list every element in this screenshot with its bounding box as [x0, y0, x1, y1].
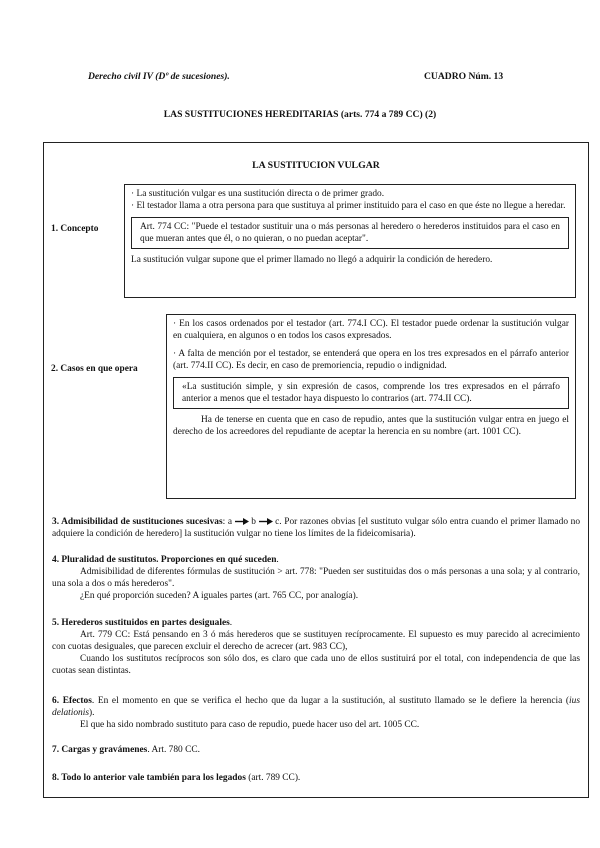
concept-conclusion: La sustitución vulgar supone que el primer llamado no llegó a adquirir la condición de heredero. — [131, 255, 493, 266]
article-774-quote — [131, 217, 569, 249]
frame-title: LA SUSTITUCION VULGAR — [252, 160, 380, 171]
course-title: Derecho civil IV (Dº de sucesiones). — [88, 71, 230, 82]
cases-point-2: · A falta de mención por el testador, se entenderá que opera en los tres expresados en el párrafo anterior (art. 774.II CC). Es decir, en caso de premoriencia, repudio o indignidad. — [173, 349, 569, 372]
section-5: 5. Herederos sustituidos en partes desiguales. Art. 779 CC: Está pensando en 3 ó más herederos que se sustituyen recíprocamente. El supuesto es muy parecido al acrecimiento con cuotas desiguales, que parecen excluir el derecho de acrecer (art. 983 CC), Cuando los sustitutos recíprocos son sólo dos, es claro que cada uno de ellos sustituirá por el total, con independencia de que las cuotas sean distintas. — [52, 618, 580, 677]
concept-point-2: · El testador llama a otra persona para que sustituya al primer instituido para el caso en que éste no llegue a heredar. — [131, 201, 566, 212]
concept-point-1: · La sustitución vulgar es una sustitución directa o de primer grado. — [131, 189, 385, 199]
seq-c: c — [275, 517, 280, 527]
article-774-2-text: «La sustitución simple, y sin expresión de casos, comprende los tres expresados en el párrafo anterior a menos que el testador haya dispuesto lo contrarios (art. 774.II CC). — [182, 382, 560, 405]
section-3-text: . Por razones obvias [el sustituto vulgar sólo entra cuando el primer llamado no adquiere la condición de heredero] la sustitución vulgar no tiene los límites de la fideicomisaria). — [52, 517, 581, 540]
section-5-text-2: Cuando los sustitutos recíprocos son sólo dos, es claro que cada uno de ellos sustituirá por el total, con independencia de que las cuotas sean distintas. — [52, 654, 580, 677]
section-7: 7. Cargas y gravámenes. Art. 780 CC. — [52, 745, 200, 755]
section-1-label: 1. Concepto — [51, 224, 99, 234]
section-6: 6. Efectos. En el momento en que se verifica el hecho que da lugar a la sustitución, al sustituto llamado se le defiere la herencia (ius delationis). El que ha sido nombrado sustituto para caso de repudio, puede hacer uso del art. 1005 CC. — [52, 696, 580, 731]
section-4-label: 4. Pluralidad de sustitutos. Proporciones en qué suceden — [52, 555, 277, 565]
main-frame — [43, 142, 589, 798]
section-1-box — [124, 184, 576, 298]
page-title: LAS SUSTITUCIONES HEREDITARIAS (arts. 774 a 789 CC) (2) — [163, 109, 437, 120]
section-2-box — [166, 314, 576, 499]
section-4-text-2: ¿En qué proporción suceden? A iguales partes (art. 765 CC, por analogía). — [80, 591, 359, 602]
section-4: 4. Pluralidad de sustitutos. Proporciones en qué suceden. Admisibilidad de diferentes fórmulas de sustitución > art. 778: "Pueden ser sustituidas dos o más personas a una sola; y al contrario, una sola a dos o más herederos". ¿En qué proporción suceden? A iguales partes (art. 765 CC, por analogía). — [52, 555, 580, 602]
cases-repudiation-note: Ha de tenerse en cuenta que en caso de repudio, antes que la sustitución vulgar entra en juego el derecho de los acreedores del repudiante de aceptar la herencia en su nombre (art. 1001 CC). — [173, 415, 569, 438]
section-8-label: 8. Todo lo anterior vale también para los legados — [52, 773, 246, 783]
cases-point-1: · En los casos ordenados por el testador (art. 774.I CC). El testador puede ordenar la sustitución vulgar en cualquiera, en algunos o en todos los casos expresados. — [173, 319, 569, 342]
section-6-label: 6. Efectos — [52, 696, 92, 706]
seq-b: b — [251, 517, 256, 527]
section-5-label: 5. Herederos sustituidos en partes desiguales — [52, 618, 230, 628]
section-4-text-1: Admisibilidad de diferentes fórmulas de sustitución > art. 778: "Pueden ser sustituidas dos o más personas a una sola; y al contrario, una sola a dos o más herederos". — [52, 567, 580, 590]
arrow-right-icon — [235, 518, 249, 525]
seq-a: : a — [222, 517, 232, 527]
section-7-label: 7. Cargas y gravámenes — [52, 745, 148, 755]
article-774-2-quote — [173, 377, 569, 409]
section-3 — [52, 516, 580, 540]
article-774-text: Art. 774 CC: "Puede el testador sustituir una o más personas al heredero o herederos instituidos para el caso en que mueran antes que él, o no quieran, o no puedan aceptar". — [140, 222, 560, 245]
section-5-text-1: Art. 779 CC: Está pensando en 3 ó más herederos que se sustituyen recíprocamente. El supuesto es muy parecido al acrecimiento con cuotas desiguales, que parecen excluir el derecho de acrecer (art. 983 CC), — [52, 630, 580, 653]
section-2-label: 2. Casos en que opera — [51, 364, 138, 374]
section-3-label: 3. Admisibilidad de sustituciones sucesivas — [52, 517, 223, 527]
table-number: CUADRO Núm. 13 — [424, 71, 504, 82]
section-8: 8. Todo lo anterior vale también para los legados (art. 789 CC). — [52, 773, 301, 783]
arrow-right-icon — [259, 518, 273, 525]
section-6-text-2: El que ha sido nombrado sustituto para caso de repudio, puede hacer uso del art. 1005 CC. — [80, 720, 420, 731]
